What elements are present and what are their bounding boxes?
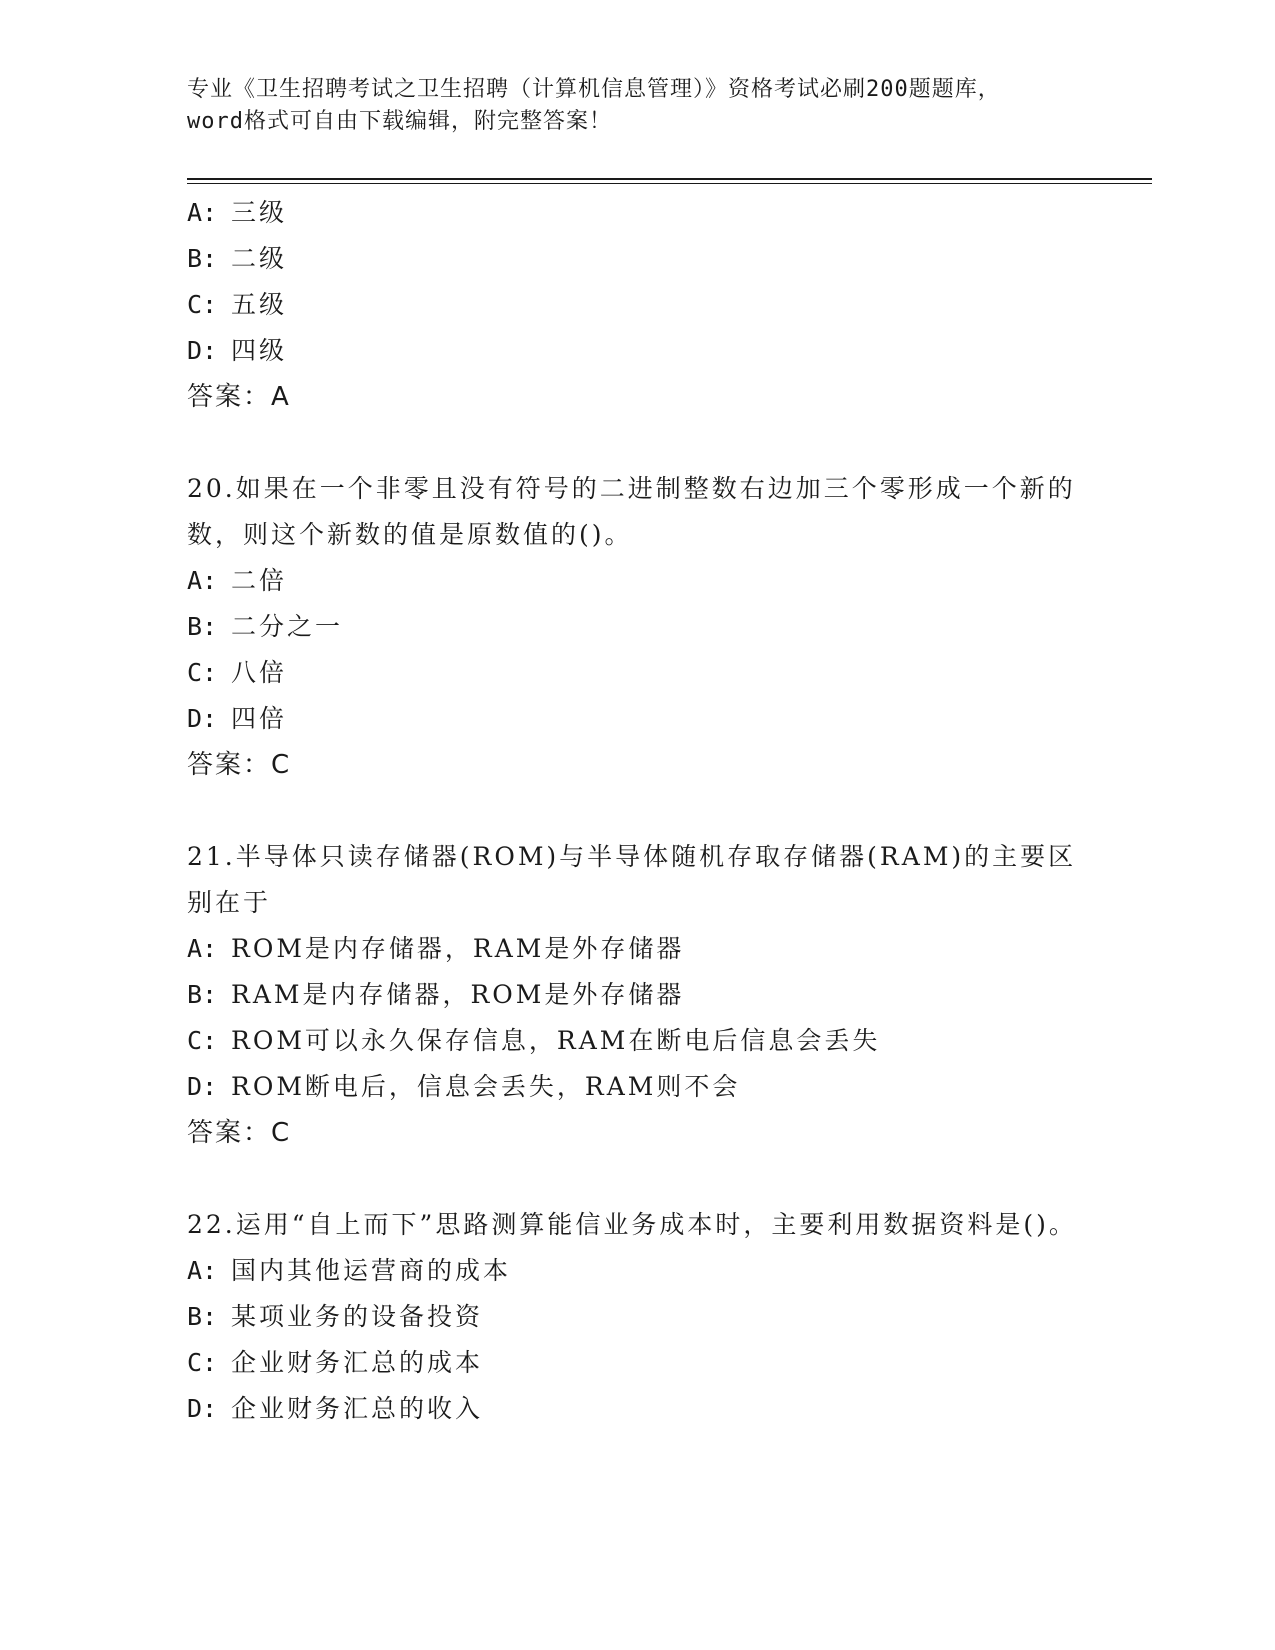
document-header xyxy=(187,74,1087,138)
spacer xyxy=(187,788,1077,834)
spacer xyxy=(187,420,1077,466)
answer-line: 答案：A xyxy=(187,382,291,412)
header-subtitle-line: word格式可自由下载编辑，附完整答案！ xyxy=(187,109,612,134)
header-divider-thick xyxy=(187,178,1152,180)
option-d: D: ROM断电后，信息会丢失，RAM则不会 xyxy=(187,1072,741,1101)
question-stem: 20.如果在一个非零且没有符号的二进制整数右边加三个零形成一个新的数，则这个新数的值是原数值的()。 xyxy=(187,474,1076,549)
option-d: D: 企业财务汇总的收入 xyxy=(187,1394,484,1423)
question-21-block xyxy=(187,834,1077,1156)
question-stem: 21.半导体只读存储器(ROM)与半导体随机存取存储器(RAM)的主要区别在于 xyxy=(187,842,1077,917)
option-c: C: 企业财务汇总的成本 xyxy=(187,1348,484,1377)
answer-line: 答案：C xyxy=(187,750,292,780)
question-22-block xyxy=(187,1202,1077,1432)
question-list xyxy=(187,190,1077,1432)
option-c: C: 五级 xyxy=(187,290,288,319)
question-20-block xyxy=(187,466,1077,788)
option-d: D: 四倍 xyxy=(187,704,288,733)
question-stem: 22.运用“自上而下”思路测算能信业务成本时，主要利用数据资料是()。 xyxy=(187,1210,1077,1239)
question-19-block xyxy=(187,190,1077,420)
spacer xyxy=(187,1156,1077,1202)
option-b: B: 二分之一 xyxy=(187,612,344,641)
header-divider-thin xyxy=(187,183,1152,184)
option-a: A: ROM是内存储器，RAM是外存储器 xyxy=(187,934,685,963)
option-d: D: 四级 xyxy=(187,336,288,365)
option-c: C: 八倍 xyxy=(187,658,288,687)
option-c: C: ROM可以永久保存信息，RAM在断电后信息会丢失 xyxy=(187,1026,881,1055)
option-b: B: RAM是内存储器，ROM是外存储器 xyxy=(187,980,685,1009)
option-a: A: 国内其他运营商的成本 xyxy=(187,1256,512,1285)
option-b: B: 二级 xyxy=(187,244,288,273)
option-b: B: 某项业务的设备投资 xyxy=(187,1302,484,1331)
answer-line: 答案：C xyxy=(187,1118,292,1148)
option-a: A: 二倍 xyxy=(187,566,288,595)
option-a: A: 三级 xyxy=(187,198,288,227)
header-title-line: 专业《卫生招聘考试之卫生招聘（计算机信息管理）》资格考试必刷200题题库， xyxy=(187,77,1001,102)
